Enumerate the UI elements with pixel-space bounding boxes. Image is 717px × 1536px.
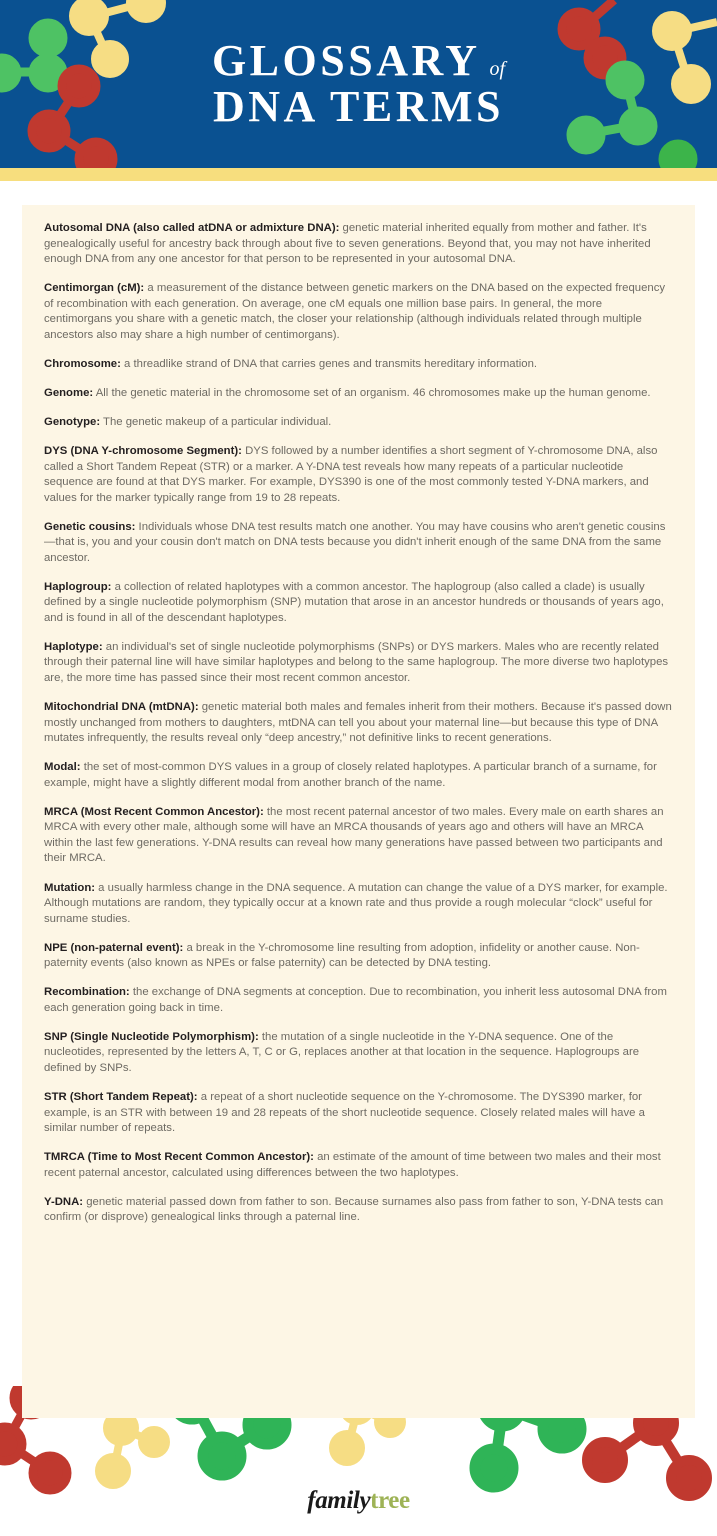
glossary-term: Modal: <box>44 761 81 774</box>
glossary-entry <box>44 281 673 343</box>
glossary-definition: the most recent paternal ancestor of two males. Every male on earth shares an MRCA with every other male, although some will have an MRCA thousands of years ago and others will have an MRCA within the last few generations. Y-DNA results can reveal how many generations have passed between two participants and their MRCA. <box>44 805 664 865</box>
glossary-entry <box>44 1150 673 1181</box>
glossary-definition: a threadlike strand of DNA that carries genes and transmits hereditary information. <box>120 357 538 370</box>
glossary-term: Centimorgan (cM): <box>44 282 145 295</box>
glossary-entry <box>44 415 673 431</box>
glossary-entry <box>44 985 673 1016</box>
glossary-term: Recombination: <box>44 986 130 999</box>
glossary-definition: genetic material both males and females inherit from their mothers. Because it's passed down mostly unchanged from mothers to daughters, mtDNA can tell you about your maternal line—but because this type of DNA mutates infrequently, the results reveal only “deep ancestry,” not definitive links to recent generations. <box>44 701 672 745</box>
glossary-definition: All the genetic material in the chromosome set of an organism. 46 chromosomes make up the human genome. <box>93 386 651 399</box>
glossary-entry <box>44 1195 673 1226</box>
glossary-term: Mitochondrial DNA (mtDNA): <box>44 701 199 714</box>
glossary-entry <box>44 1090 673 1137</box>
glossary-entry <box>44 444 673 506</box>
glossary-term: Genome: <box>44 386 94 399</box>
glossary-term: MRCA (Most Recent Common Ancestor): <box>44 805 264 818</box>
glossary-definition: Individuals whose DNA test results match one another. You may have cousins who aren't genetic cousins—that is, you and your cousin don't match on DNA tests because you didn't inherit enough of the same DNA from the same ancestor. <box>44 520 666 564</box>
glossary-term: SNP (Single Nucleotide Polymorphism): <box>44 1030 259 1043</box>
glossary-definition: DYS followed by a number identifies a short segment of Y-chromosome DNA, also called a Short Tandem Repeat (STR) or a marker. A Y-DNA test reveals how many repeats of a particular nucleotide sequence are found at that DYS marker. For example, DYS390 is one of the most commonly tested Y-DNA markers, and values for the marker typically range from 19 to 28 repeats. <box>44 444 658 504</box>
title-sub: DNA TERMS <box>212 82 505 131</box>
content-area <box>0 181 717 1536</box>
glossary-definition: a measurement of the distance between genetic markers on the DNA based on the expected frequency of recombination with each generation. On average, one cM equals one million base pairs. In general, the more centimorgans you share with a genetic match, the closer your relationship (although individuals related through multiple ancestors also may share a high number of centimorgans). <box>44 282 666 341</box>
title-connector: of <box>489 57 506 80</box>
glossary-definition: genetic material inherited equally from mother and father. It's genealogically useful for ancestry back through about five to seven generations. Beyond that, you may not have inherited enough DNA from any one ancestor for that person to be represented in your autosomal DNA. <box>44 222 651 266</box>
header-banner <box>0 0 717 168</box>
glossary-entry <box>44 881 673 928</box>
glossary-entry <box>44 221 673 268</box>
glossary-entry <box>44 580 673 627</box>
glossary-definition: the exchange of DNA segments at conception. Due to recombination, you inherit less autosomal DNA from each generation going back in time. <box>44 986 667 1014</box>
accent-band <box>0 168 717 181</box>
glossary-entry <box>44 700 673 747</box>
glossary-term: Haplogroup: <box>44 580 112 593</box>
glossary-definition: the mutation of a single nucleotide in the Y-DNA sequence. One of the nucleotides, represented by the letters A, T, C or G, replaces another at that location in the sequence. Haplogroups are defined by SNPs. <box>44 1030 640 1074</box>
glossary-entry <box>44 805 673 867</box>
glossary-term: Chromosome: <box>44 357 121 370</box>
glossary-entry <box>44 357 673 373</box>
glossary-term: NPE (non-paternal event): <box>44 941 184 954</box>
glossary-definition: genetic material passed down from father to son. Because surnames also pass from father to son, Y-DNA tests can confirm (or disprove) genealogical links through a paternal line. <box>44 1195 664 1224</box>
glossary-term: Haplotype: <box>44 640 103 653</box>
glossary-definition: The genetic makeup of a particular individual. <box>100 415 332 428</box>
glossary-entry <box>44 760 673 791</box>
glossary-term: TMRCA (Time to Most Recent Common Ancestor): <box>44 1151 314 1164</box>
brand-logo <box>0 1487 717 1515</box>
glossary-definition: a repeat of a short nucleotide sequence on the Y-chromosome. The DYS390 marker, for example, is an STR with between 19 and 28 repeats of the short nucleotide sequence. Closely related males will have a similar number of repeats. <box>44 1090 645 1135</box>
glossary-definition: an estimate of the amount of time between two males and their most recent paternal ancestor, calculated using differences between the two haplotypes. <box>44 1151 661 1179</box>
glossary-entry <box>44 386 673 402</box>
glossary-term: Genotype: <box>44 415 101 428</box>
glossary-term: DYS (DNA Y-chromosome Segment): <box>44 444 242 457</box>
glossary-definition: an individual's set of single nucleotide polymorphisms (SNPs) or DYS markers. Males who are recently related through their paternal line will have similar haplotypes and belong to the same haplogroup. The more diverse two haplotypes are, the more time has passed since their most recent common ancestor. <box>44 640 669 685</box>
glossary-definition: a usually harmless change in the DNA sequence. A mutation can change the value of a DYS marker, for example. Although mutations are random, they typically occur at a known rate and thus provide a rough molecular “clock” useful for surname studies. <box>44 881 668 925</box>
page-title <box>0 0 717 168</box>
glossary-definition: a break in the Y-chromosome line resulting from adoption, infidelity or another cause. Non-paternity events (also known as NPEs or false paternity) can be detected by DNA testing. <box>44 941 640 970</box>
glossary-definition: the set of most-common DYS values in a group of closely related haplotypes. A particular branch of a surname, for example, might have a slightly different modal from another branch of the name. <box>44 761 657 789</box>
glossary-term: Y-DNA: <box>44 1195 84 1208</box>
glossary-entry <box>44 640 673 687</box>
brand-logo-family: family <box>307 1487 371 1514</box>
glossary-entry <box>44 1030 673 1077</box>
glossary-entry <box>44 941 673 972</box>
glossary-term: Autosomal DNA (also called atDNA or admixture DNA): <box>44 222 340 234</box>
glossary-term: STR (Short Tandem Repeat): <box>44 1090 198 1103</box>
glossary-definition: a collection of related haplotypes with a common ancestor. The haplogroup (also called a clade) is usually defined by a single nucleotide polymorphism (SNP) mutation that arose in an ancestor hundreds or thousands of years ago, and is found in all of the descendant haplotypes. <box>44 580 664 624</box>
glossary-term: Mutation: <box>44 881 96 894</box>
glossary-entry <box>44 520 673 567</box>
glossary-panel <box>22 205 695 1418</box>
brand-logo-tree: tree <box>370 1487 410 1514</box>
glossary-term: Genetic cousins: <box>44 520 136 533</box>
title-main: GLOSSARY <box>211 35 481 85</box>
